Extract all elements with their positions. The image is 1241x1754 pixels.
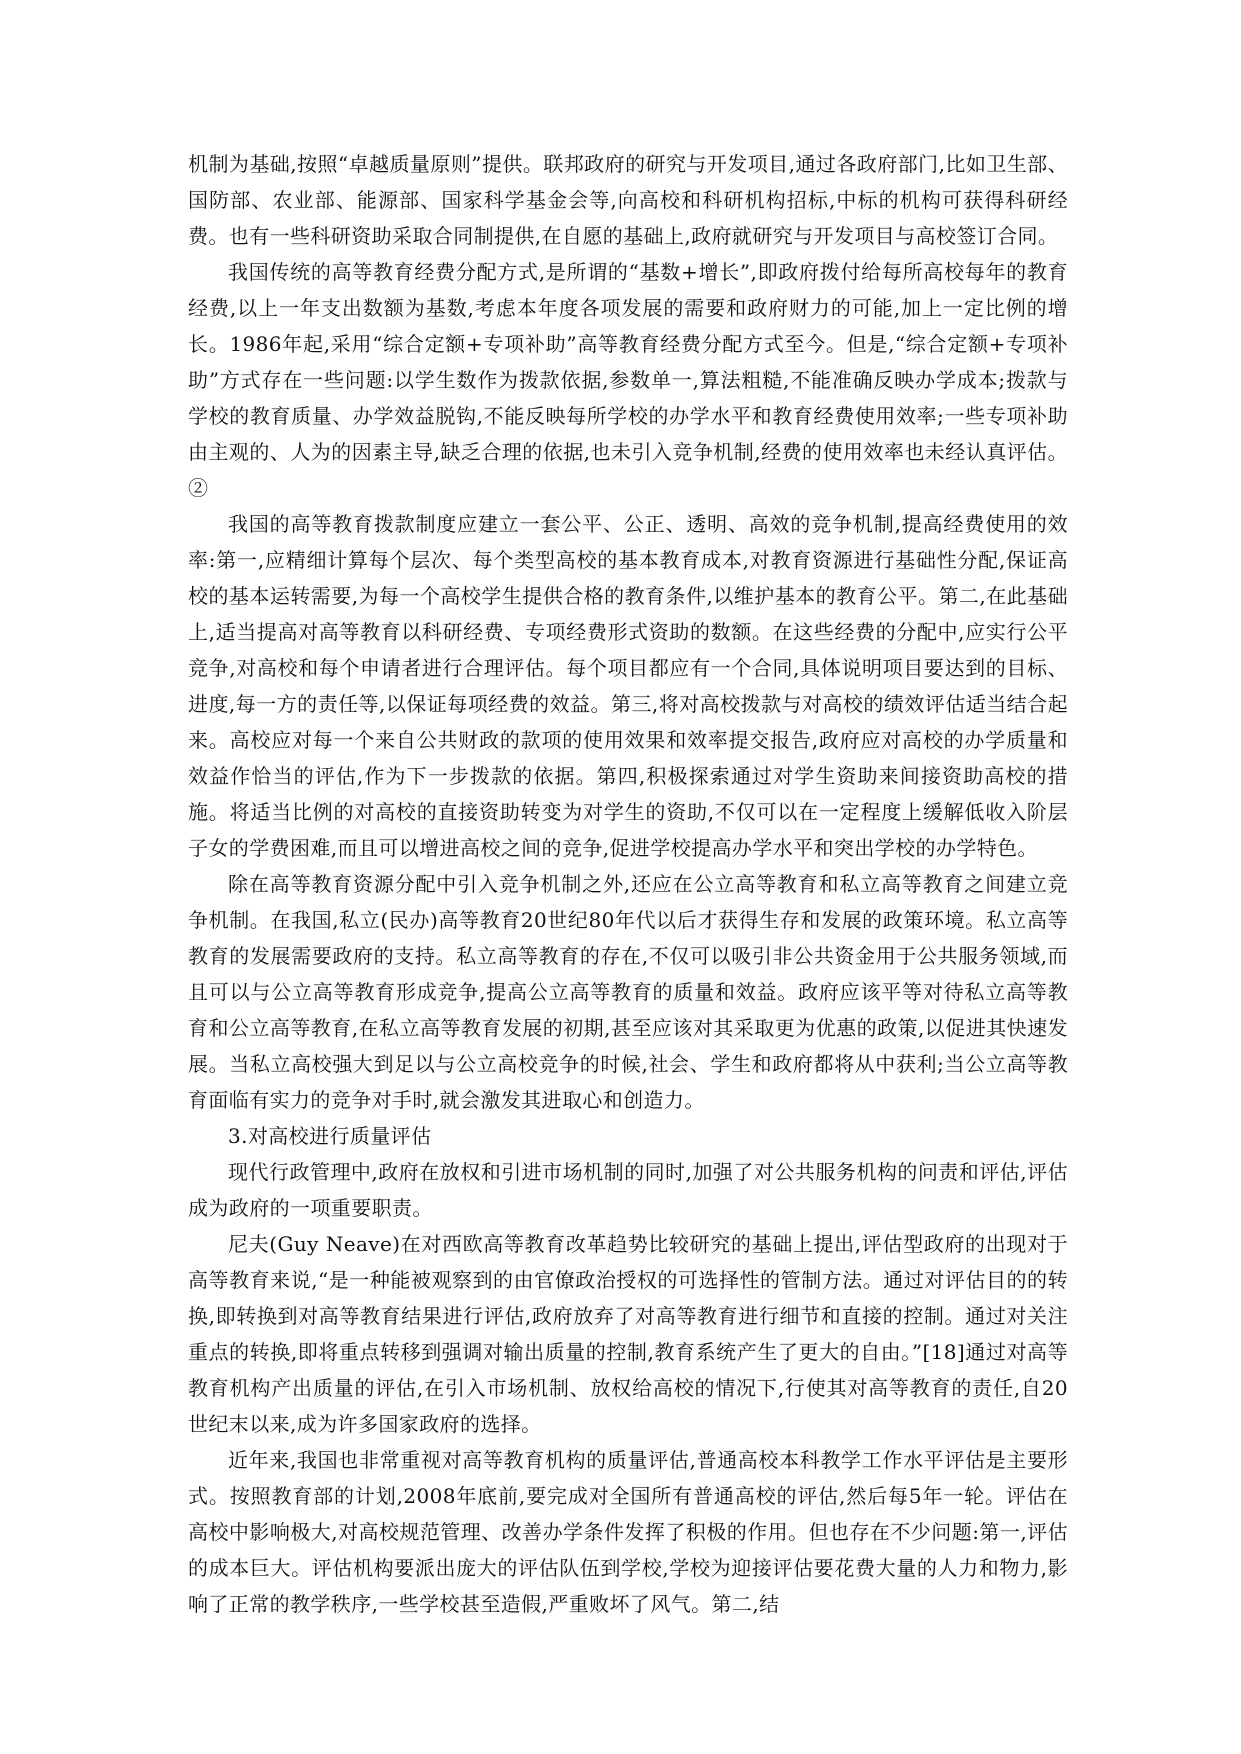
paragraph-6: 尼夫(Guy Neave)在对西欧高等教育改革趋势比较研究的基础上提出,评估型政府的出现对于高等教育来说,“是一种能被观察到的由官僚政治授权的可选择性的管制方法。通过对评估目的的转换,即转换到对高等教育结果进行评估,政府放弃了对高等教育进行细节和直接的控制。通过对关注重点的转换,即将重点转移到强调对输出质量的控制,教育系统产生了更大的自由。”[18]通过对高等教育机构产出质量的评估,在引入市场机制、放权给高校的情况下,行使其对高等教育的责任,自20世纪末以来,成为许多国家政府的选择。 xyxy=(188,1232,1068,1436)
paragraph-2: 我国传统的高等教育经费分配方式,是所谓的“基数+增长”,即政府拨付给每所高校每年的教育经费,以上一年支出数额为基数,考虑本年度各项发展的需要和政府财力的可能,加上一定比例的增长。1986年起,采用“综合定额+专项补助”高等教育经费分配方式至今。但是,“综合定额+专项补助”方式存在一些问题:以学生数作为拨款依据,参数单一,算法粗糙,不能准确反映办学成本;拨款与学校的教育质量、办学效益脱钩,不能反映每所学校的办学水平和教育经费使用效率;一些专项补助由主观的、人为的因素主导,缺乏合理的依据,也未引入竞争机制,经费的使用效率也未经认真评估。② xyxy=(188,260,1068,500)
section-heading: 3.对高校进行质量评估 xyxy=(228,1124,432,1148)
paragraph-4: 除在高等教育资源分配中引入竞争机制之外,还应在公立高等教育和私立高等教育之间建立竞争机制。在我国,私立(民办)高等教育20世纪80年代以后才获得生存和发展的政策环境。私立高等教育的发展需要政府的支持。私立高等教育的存在,不仅可以吸引非公共资金用于公共服务领域,而且可以与公立高等教育形成竞争,提高公立高等教育的质量和效益。政府应该平等对待私立高等教育和公立高等教育,在私立高等教育发展的初期,甚至应该对其采取更为优惠的政策,以促进其快速发展。当私立高校强大到足以与公立高校竞争的时候,社会、学生和政府都将从中获利;当公立高等教育面临有实力的竞争对手时,就会激发其进取心和创造力。 xyxy=(188,872,1068,1112)
paragraph-7: 近年来,我国也非常重视对高等教育机构的质量评估,普通高校本科教学工作水平评估是主要形式。按照教育部的计划,2008年底前,要完成对全国所有普通高校的评估,然后每5年一轮。评估在高校中影响极大,对高校规范管理、改善办学条件发挥了积极的作用。但也存在不少问题:第一,评估的成本巨大。评估机构要派出庞大的评估队伍到学校,学校为迎接评估要花费大量的人力和物力,影响了正常的教学秩序,一些学校甚至造假,严重败坏了风气。第二,结 xyxy=(188,1448,1068,1616)
paragraph-1: 机制为基础,按照“卓越质量原则”提供。联邦政府的研究与开发项目,通过各政府部门,比如卫生部、国防部、农业部、能源部、国家科学基金会等,向高校和科研机构招标,中标的机构可获得科研经费。也有一些科研资助采取合同制提供,在自愿的基础上,政府就研究与开发项目与高校签订合同。 xyxy=(188,152,1068,248)
document-page xyxy=(188,146,1068,1622)
paragraph-5: 现代行政管理中,政府在放权和引进市场机制的同时,加强了对公共服务机构的问责和评估,评估成为政府的一项重要职责。 xyxy=(188,1160,1068,1220)
paragraph-3: 我国的高等教育拨款制度应建立一套公平、公正、透明、高效的竞争机制,提高经费使用的效率:第一,应精细计算每个层次、每个类型高校的基本教育成本,对教育资源进行基础性分配,保证高校的基本运转需要,为每一个高校学生提供合格的教育条件,以维护基本的教育公平。第二,在此基础上,适当提高对高等教育以科研经费、专项经费形式资助的数额。在这些经费的分配中,应实行公平竞争,对高校和每个申请者进行合理评估。每个项目都应有一个合同,具体说明项目要达到的目标、进度,每一方的责任等,以保证每项经费的效益。第三,将对高校拨款与对高校的绩效评估适当结合起来。高校应对每一个来自公共财政的款项的使用效果和效率提交报告,政府应对高校的办学质量和效益作恰当的评估,作为下一步拨款的依据。第四,积极探索通过对学生资助来间接资助高校的措施。将适当比例的对高校的直接资助转变为对学生的资助,不仅可以在一定程度上缓解低收入阶层子女的学费困难,而且可以增进高校之间的竞争,促进学校提高办学水平和突出学校的办学特色。 xyxy=(188,512,1068,860)
